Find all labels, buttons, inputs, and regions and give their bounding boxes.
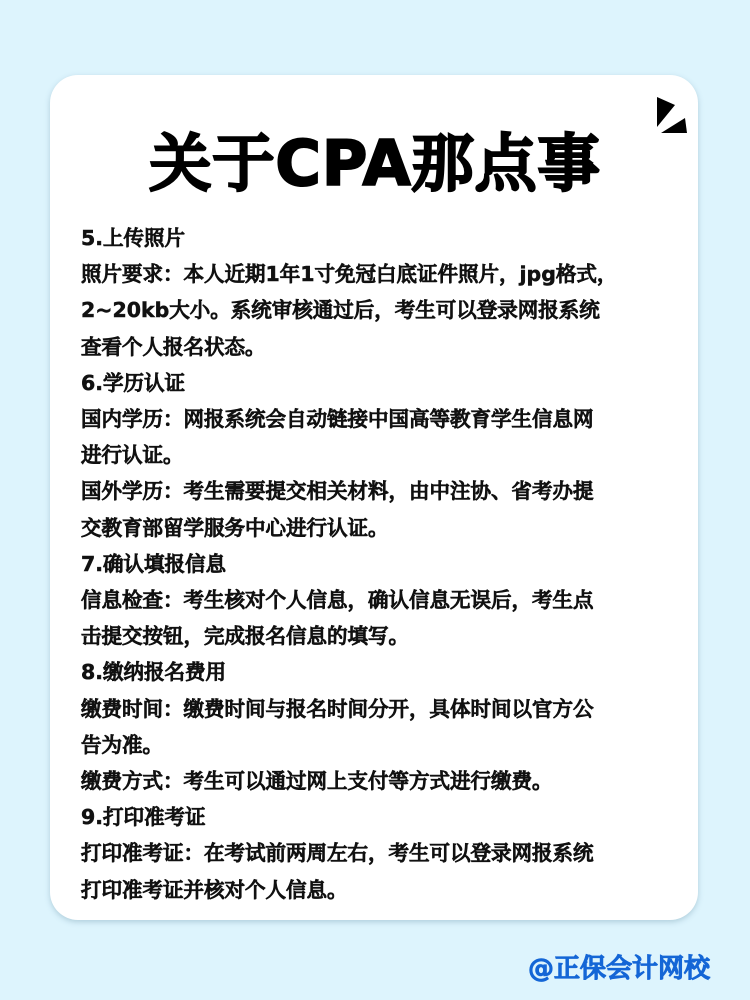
- section-print-admission: [81, 799, 691, 908]
- paragraph-line: 国外学历：考生需要提交相关材料，由中注协、省考办提: [81, 479, 594, 504]
- section-heading: 8.缴纳报名费用: [81, 660, 227, 685]
- section-heading: 6.学历认证: [81, 370, 186, 395]
- paragraph-line: 查看个人报名状态。: [81, 334, 266, 359]
- paragraph-line: 国内学历：网报系统会自动链接中国高等教育学生信息网: [81, 407, 594, 432]
- paragraph-line: 打印准考证并核对个人信息。: [81, 877, 348, 902]
- paragraph-line: 进行认证。: [81, 443, 184, 468]
- paragraph-line: 交教育部留学服务中心进行认证。: [81, 515, 389, 540]
- section-pay-fee: [81, 654, 691, 799]
- section-heading: 7.确认填报信息: [81, 551, 227, 576]
- paragraph-line: 2~20kb大小。系统审核通过后，考生可以登录网报系统: [81, 298, 600, 323]
- section-upload-photo: [81, 220, 691, 365]
- paragraph-line: 照片要求：本人近期1年1寸免冠白底证件照片，jpg格式，: [81, 262, 618, 287]
- brand-watermark: @正保会计网校: [527, 954, 710, 984]
- section-confirm-info: [81, 546, 691, 655]
- section-education-verification: [81, 365, 691, 546]
- paragraph-line: 缴费方式：考生可以通过网上支付等方式进行缴费。: [81, 769, 553, 794]
- section-heading: 9.打印准考证: [81, 805, 206, 830]
- paragraph-line: 告为准。: [81, 732, 163, 757]
- content-body: [81, 220, 691, 908]
- page-title: 关于CPA那点事: [149, 127, 601, 200]
- paragraph-line: 信息检查：考生核对个人信息，确认信息无误后，考生点: [81, 588, 594, 613]
- paragraph-line: 打印准考证：在考试前两周左右，考生可以登录网报系统: [81, 841, 594, 866]
- paragraph-line: 击提交按钮，完成报名信息的填写。: [81, 624, 409, 649]
- section-heading: 5.上传照片: [81, 226, 186, 250]
- paragraph-line: 缴费时间：缴费时间与报名时间分开，具体时间以官方公: [81, 696, 594, 721]
